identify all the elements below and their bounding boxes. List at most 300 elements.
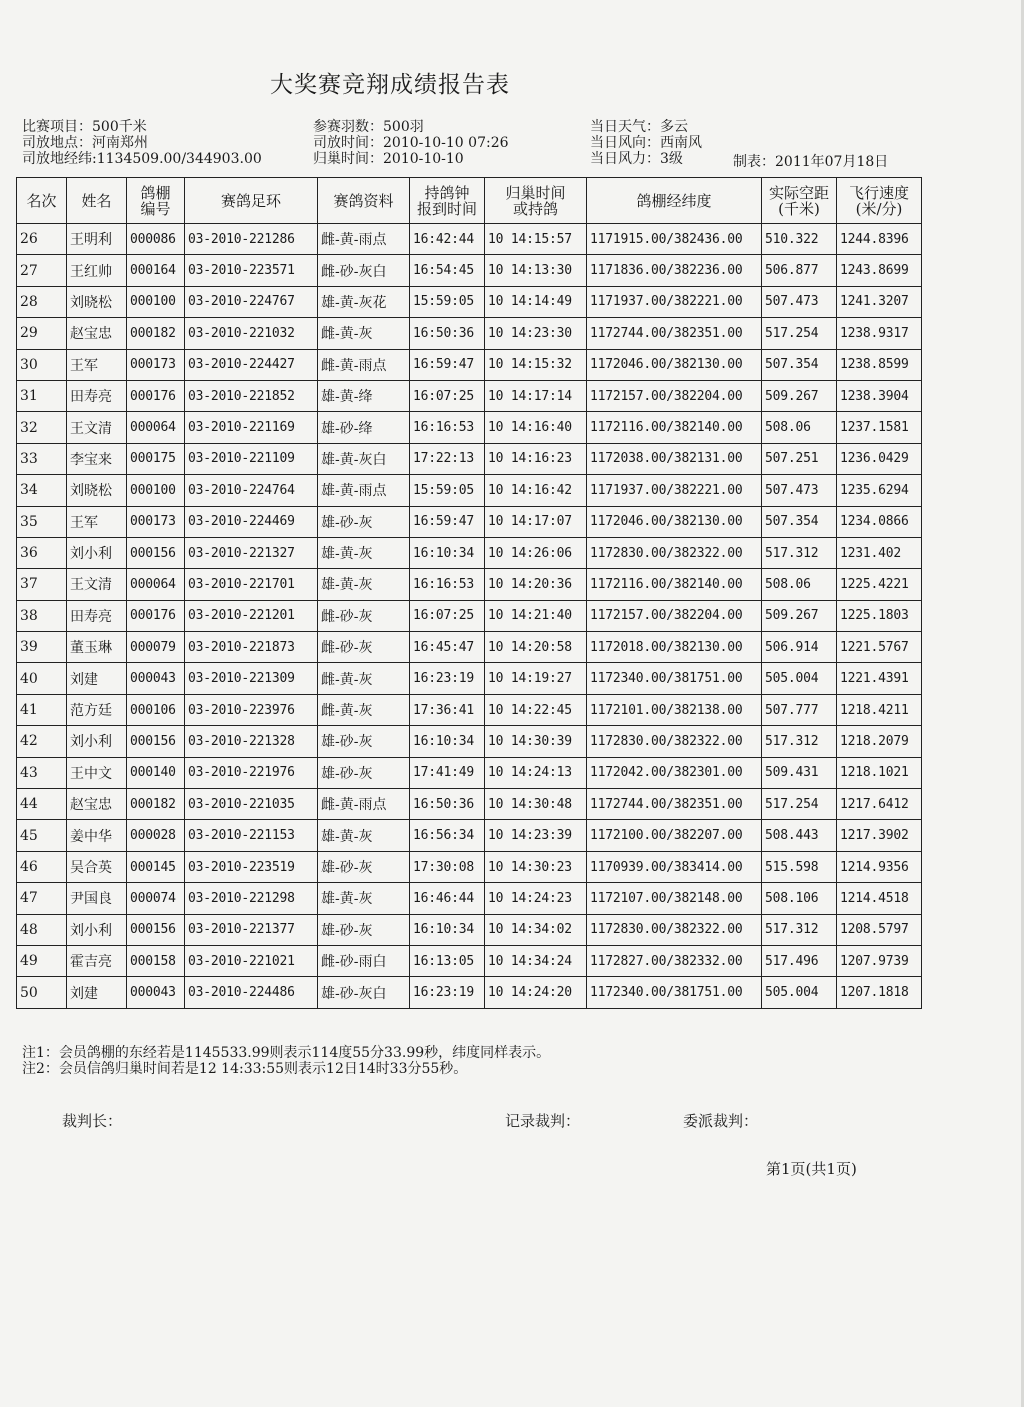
cell-name: 田寿亮 [67, 380, 127, 411]
cell-speed: 1214.9356 [837, 851, 922, 882]
cell-distance: 509.267 [762, 600, 837, 631]
cell-distance: 510.322 [762, 224, 837, 255]
cell-distance: 508.06 [762, 569, 837, 600]
table-row [17, 506, 922, 537]
table-row [17, 757, 922, 788]
cell-loft-id: 000043 [127, 663, 185, 694]
cell-distance: 507.354 [762, 349, 837, 380]
cell-bird-info: 雌-砂-灰 [318, 632, 410, 663]
cell-ring: 03-2010-223976 [185, 694, 318, 725]
cell-speed: 1238.8599 [837, 349, 922, 380]
cell-loft-coords: 1172038.00/382131.00 [587, 443, 762, 474]
cell-speed: 1217.3902 [837, 820, 922, 851]
header-line: 编号 [140, 199, 171, 218]
cell-loft-coords: 1172830.00/382322.00 [587, 726, 762, 757]
info-wind-force: 当日风力：3级 [590, 151, 683, 167]
table-row [17, 694, 922, 725]
cell-distance: 506.877 [762, 255, 837, 286]
cell-loft-coords: 1171915.00/382436.00 [587, 224, 762, 255]
cell-speed: 1218.4211 [837, 694, 922, 725]
cell-rank: 46 [17, 851, 67, 882]
cell-ring: 03-2010-221701 [185, 569, 318, 600]
cell-return-time: 10 14:34:24 [485, 945, 587, 976]
header-line: 赛鸽足环 [220, 191, 281, 210]
cell-return-time: 10 14:21:40 [485, 600, 587, 631]
cell-rank: 27 [17, 255, 67, 286]
cell-loft-coords: 1172100.00/382207.00 [587, 820, 762, 851]
header-line: (米/分) [855, 199, 903, 218]
cell-distance: 517.254 [762, 318, 837, 349]
page-number: 第1页(共1页) [766, 1160, 857, 1178]
cell-loft-coords: 1172116.00/382140.00 [587, 412, 762, 443]
header-loft-id [127, 178, 185, 224]
cell-clock-time: 16:45:47 [410, 632, 485, 663]
cell-name: 王军 [67, 349, 127, 380]
cell-loft-coords: 1172046.00/382130.00 [587, 506, 762, 537]
cell-loft-coords: 1172340.00/381751.00 [587, 663, 762, 694]
cell-speed: 1244.8396 [837, 224, 922, 255]
table-row [17, 443, 922, 474]
cell-bird-info: 雌-黄-雨点 [318, 789, 410, 820]
cell-clock-time: 16:16:53 [410, 569, 485, 600]
table-row [17, 318, 922, 349]
header-distance [762, 178, 837, 224]
cell-rank: 38 [17, 600, 67, 631]
cell-loft-id: 000064 [127, 569, 185, 600]
cell-ring: 03-2010-221286 [185, 224, 318, 255]
info-made-date: 制表：2011年07月18日 [733, 154, 889, 170]
table-row [17, 569, 922, 600]
cell-ring: 03-2010-221327 [185, 537, 318, 568]
table-row [17, 789, 922, 820]
cell-return-time: 10 14:16:40 [485, 412, 587, 443]
cell-clock-time: 16:59:47 [410, 506, 485, 537]
cell-rank: 41 [17, 694, 67, 725]
table-row [17, 851, 922, 882]
cell-distance: 507.354 [762, 506, 837, 537]
header-line: 姓名 [81, 191, 112, 210]
cell-clock-time: 16:46:44 [410, 883, 485, 914]
table-row [17, 977, 922, 1008]
table-row [17, 537, 922, 568]
cell-clock-time: 16:07:25 [410, 380, 485, 411]
cell-ring: 03-2010-224469 [185, 506, 318, 537]
cell-bird-info: 雄-黄-灰 [318, 569, 410, 600]
cell-rank: 29 [17, 318, 67, 349]
cell-bird-info: 雌-砂-灰 [318, 600, 410, 631]
table-row [17, 945, 922, 976]
cell-ring: 03-2010-221873 [185, 632, 318, 663]
cell-clock-time: 16:10:34 [410, 914, 485, 945]
info-column-2 [313, 119, 509, 167]
cell-return-time: 10 14:22:45 [485, 694, 587, 725]
cell-speed: 1221.5767 [837, 632, 922, 663]
cell-name: 王明利 [67, 224, 127, 255]
cell-ring: 03-2010-224767 [185, 286, 318, 317]
cell-clock-time: 16:10:34 [410, 726, 485, 757]
cell-distance: 507.473 [762, 286, 837, 317]
cell-rank: 35 [17, 506, 67, 537]
cell-return-time: 10 14:17:07 [485, 506, 587, 537]
cell-ring: 03-2010-224486 [185, 977, 318, 1008]
header-line: 鸽棚经纬度 [636, 191, 712, 210]
cell-loft-coords: 1172744.00/382351.00 [587, 789, 762, 820]
cell-name: 王文清 [67, 569, 127, 600]
table-row [17, 726, 922, 757]
cell-name: 刘建 [67, 663, 127, 694]
cell-loft-id: 000106 [127, 694, 185, 725]
cell-ring: 03-2010-221169 [185, 412, 318, 443]
info-column-3 [590, 119, 702, 167]
table-row [17, 255, 922, 286]
cell-return-time: 10 14:24:23 [485, 883, 587, 914]
cell-loft-id: 000176 [127, 380, 185, 411]
cell-return-time: 10 14:30:48 [485, 789, 587, 820]
cell-bird-info: 雄-黄-灰白 [318, 443, 410, 474]
table-row [17, 600, 922, 631]
table-header-row [17, 178, 922, 224]
cell-distance: 517.254 [762, 789, 837, 820]
cell-name: 赵宝忠 [67, 318, 127, 349]
cell-return-time: 10 14:23:30 [485, 318, 587, 349]
header-loft-coords [587, 178, 762, 224]
notes [22, 1045, 550, 1077]
cell-ring: 03-2010-221309 [185, 663, 318, 694]
cell-loft-id: 000079 [127, 632, 185, 663]
cell-distance: 505.004 [762, 663, 837, 694]
cell-clock-time: 16:07:25 [410, 600, 485, 631]
cell-distance: 508.106 [762, 883, 837, 914]
cell-return-time: 10 14:20:58 [485, 632, 587, 663]
cell-loft-coords: 1171937.00/382221.00 [587, 475, 762, 506]
cell-bird-info: 雌-黄-灰 [318, 694, 410, 725]
cell-distance: 505.004 [762, 977, 837, 1008]
cell-name: 李宝来 [67, 443, 127, 474]
cell-return-time: 10 14:30:23 [485, 851, 587, 882]
table-row [17, 632, 922, 663]
header-line: 归巢时间 [505, 183, 566, 202]
cell-loft-coords: 1172042.00/382301.00 [587, 757, 762, 788]
note-1: 注1：会员鸽棚的东经若是1145533.99则表示114度55分33.99秒，纬度同样表示。 [22, 1045, 551, 1061]
cell-return-time: 10 14:34:02 [485, 914, 587, 945]
cell-name: 董玉琳 [67, 632, 127, 663]
cell-ring: 03-2010-223571 [185, 255, 318, 286]
cell-speed: 1221.4391 [837, 663, 922, 694]
cell-distance: 517.496 [762, 945, 837, 976]
cell-name: 刘晓松 [67, 286, 127, 317]
cell-rank: 34 [17, 475, 67, 506]
cell-distance: 517.312 [762, 914, 837, 945]
cell-return-time: 10 14:19:27 [485, 663, 587, 694]
cell-bird-info: 雄-砂-灰 [318, 914, 410, 945]
results-table [16, 177, 922, 1009]
cell-speed: 1234.0866 [837, 506, 922, 537]
info-event: 比赛项目：500千米 [22, 119, 147, 135]
cell-speed: 1241.3207 [837, 286, 922, 317]
cell-loft-coords: 1172830.00/382322.00 [587, 914, 762, 945]
info-entries: 参赛羽数：500羽 [313, 119, 424, 135]
cell-loft-coords: 1172018.00/382130.00 [587, 632, 762, 663]
cell-clock-time: 15:59:05 [410, 286, 485, 317]
cell-bird-info: 雄-黄-绛 [318, 380, 410, 411]
info-return-time: 归巢时间：2010-10-10 [313, 151, 464, 167]
cell-speed: 1243.8699 [837, 255, 922, 286]
cell-rank: 33 [17, 443, 67, 474]
cell-loft-id: 000156 [127, 537, 185, 568]
cell-ring: 03-2010-221035 [185, 789, 318, 820]
cell-distance: 515.598 [762, 851, 837, 882]
cell-loft-coords: 1172157.00/382204.00 [587, 380, 762, 411]
cell-name: 王中文 [67, 757, 127, 788]
cell-ring: 03-2010-221377 [185, 914, 318, 945]
cell-return-time: 10 14:24:20 [485, 977, 587, 1008]
cell-clock-time: 16:23:19 [410, 977, 485, 1008]
cell-name: 刘小利 [67, 537, 127, 568]
cell-speed: 1235.6294 [837, 475, 922, 506]
info-release-place: 司放地点：河南郑州 [22, 135, 148, 151]
cell-ring: 03-2010-221201 [185, 600, 318, 631]
cell-rank: 31 [17, 380, 67, 411]
cell-return-time: 10 14:30:39 [485, 726, 587, 757]
cell-ring: 03-2010-221328 [185, 726, 318, 757]
table-body [17, 224, 922, 1009]
cell-speed: 1236.0429 [837, 443, 922, 474]
cell-loft-id: 000074 [127, 883, 185, 914]
cell-name: 王军 [67, 506, 127, 537]
cell-loft-id: 000064 [127, 412, 185, 443]
cell-speed: 1208.5797 [837, 914, 922, 945]
cell-clock-time: 17:30:08 [410, 851, 485, 882]
info-wind-direction: 当日风向：西南风 [590, 135, 702, 151]
cell-loft-id: 000043 [127, 977, 185, 1008]
cell-distance: 506.914 [762, 632, 837, 663]
table-row [17, 663, 922, 694]
cell-bird-info: 雌-黄-灰 [318, 318, 410, 349]
cell-ring: 03-2010-221153 [185, 820, 318, 851]
cell-return-time: 10 14:24:13 [485, 757, 587, 788]
cell-loft-coords: 1172744.00/382351.00 [587, 318, 762, 349]
cell-name: 刘小利 [67, 914, 127, 945]
cell-loft-coords: 1172116.00/382140.00 [587, 569, 762, 600]
cell-loft-id: 000145 [127, 851, 185, 882]
cell-loft-id: 000156 [127, 726, 185, 757]
cell-loft-id: 000164 [127, 255, 185, 286]
cell-rank: 32 [17, 412, 67, 443]
cell-clock-time: 16:56:34 [410, 820, 485, 851]
cell-clock-time: 16:42:44 [410, 224, 485, 255]
cell-bird-info: 雌-黄-雨点 [318, 224, 410, 255]
cell-speed: 1231.402 [837, 537, 922, 568]
cell-distance: 517.312 [762, 537, 837, 568]
cell-loft-id: 000028 [127, 820, 185, 851]
cell-loft-id: 000173 [127, 349, 185, 380]
cell-clock-time: 15:59:05 [410, 475, 485, 506]
cell-rank: 44 [17, 789, 67, 820]
cell-rank: 30 [17, 349, 67, 380]
cell-rank: 48 [17, 914, 67, 945]
header-line: 持鸽钟 [424, 183, 470, 202]
cell-loft-id: 000156 [127, 914, 185, 945]
cell-bird-info: 雌-黄-雨点 [318, 349, 410, 380]
cell-clock-time: 17:36:41 [410, 694, 485, 725]
cell-return-time: 10 14:26:06 [485, 537, 587, 568]
cell-ring: 03-2010-221852 [185, 380, 318, 411]
table-row [17, 820, 922, 851]
header-line: 名次 [26, 191, 57, 210]
cell-loft-coords: 1172046.00/382130.00 [587, 349, 762, 380]
cell-name: 赵宝忠 [67, 789, 127, 820]
cell-bird-info: 雄-砂-灰 [318, 851, 410, 882]
cell-name: 田寿亮 [67, 600, 127, 631]
cell-return-time: 10 14:16:42 [485, 475, 587, 506]
info-release-time: 司放时间：2010-10-10 07:26 [313, 135, 509, 151]
assigned-referee-label: 委派裁判： [683, 1112, 759, 1130]
cell-rank: 43 [17, 757, 67, 788]
note-2: 注2：会员信鸽归巢时间若是12 14:33:55则表示12日14时33分55秒。 [22, 1061, 468, 1077]
cell-distance: 509.267 [762, 380, 837, 411]
cell-name: 刘晓松 [67, 475, 127, 506]
cell-bird-info: 雄-砂-灰 [318, 757, 410, 788]
cell-return-time: 10 14:14:49 [485, 286, 587, 317]
cell-loft-coords: 1172157.00/382204.00 [587, 600, 762, 631]
info-release-coords: 司放地经纬:1134509.00/344903.00 [22, 151, 262, 167]
table-row [17, 883, 922, 914]
cell-clock-time: 17:41:49 [410, 757, 485, 788]
header-line: 赛鸽资料 [333, 191, 394, 210]
cell-ring: 03-2010-221021 [185, 945, 318, 976]
cell-ring: 03-2010-221298 [185, 883, 318, 914]
cell-rank: 49 [17, 945, 67, 976]
cell-bird-info: 雄-黄-灰 [318, 883, 410, 914]
cell-ring: 03-2010-221976 [185, 757, 318, 788]
cell-speed: 1218.2079 [837, 726, 922, 757]
cell-rank: 39 [17, 632, 67, 663]
table-row [17, 914, 922, 945]
cell-rank: 45 [17, 820, 67, 851]
cell-rank: 36 [17, 537, 67, 568]
cell-ring: 03-2010-224427 [185, 349, 318, 380]
cell-return-time: 10 14:17:14 [485, 380, 587, 411]
cell-loft-coords: 1170939.00/383414.00 [587, 851, 762, 882]
cell-loft-coords: 1172101.00/382138.00 [587, 694, 762, 725]
cell-speed: 1237.1581 [837, 412, 922, 443]
cell-name: 刘小利 [67, 726, 127, 757]
table-row [17, 286, 922, 317]
cell-rank: 37 [17, 569, 67, 600]
cell-ring: 03-2010-221109 [185, 443, 318, 474]
cell-loft-id: 000086 [127, 224, 185, 255]
cell-name: 王文清 [67, 412, 127, 443]
cell-rank: 42 [17, 726, 67, 757]
cell-loft-id: 000100 [127, 475, 185, 506]
cell-return-time: 10 14:23:39 [485, 820, 587, 851]
cell-name: 霍吉亮 [67, 945, 127, 976]
header-line: 或持鸽 [512, 199, 558, 218]
report-title: 大奖赛竞翔成绩报告表 [270, 72, 510, 98]
header-bird-info [318, 178, 410, 224]
cell-bird-info: 雌-砂-雨白 [318, 945, 410, 976]
cell-loft-id: 000176 [127, 600, 185, 631]
cell-rank: 47 [17, 883, 67, 914]
cell-clock-time: 16:13:05 [410, 945, 485, 976]
cell-clock-time: 17:22:13 [410, 443, 485, 474]
cell-speed: 1217.6412 [837, 789, 922, 820]
cell-loft-coords: 1171836.00/382236.00 [587, 255, 762, 286]
info-weather: 当日天气：多云 [590, 119, 688, 135]
cell-loft-id: 000175 [127, 443, 185, 474]
chief-referee-label: 裁判长： [62, 1112, 123, 1130]
cell-bird-info: 雌-砂-灰白 [318, 255, 410, 286]
cell-loft-coords: 1172340.00/381751.00 [587, 977, 762, 1008]
header-line: 飞行速度 [848, 183, 909, 202]
cell-speed: 1238.9317 [837, 318, 922, 349]
table-row [17, 349, 922, 380]
header-clock-time [410, 178, 485, 224]
cell-return-time: 10 14:16:23 [485, 443, 587, 474]
cell-loft-coords: 1172830.00/382322.00 [587, 537, 762, 568]
cell-rank: 26 [17, 224, 67, 255]
cell-speed: 1225.1803 [837, 600, 922, 631]
cell-rank: 28 [17, 286, 67, 317]
cell-name: 王红帅 [67, 255, 127, 286]
cell-ring: 03-2010-223519 [185, 851, 318, 882]
cell-clock-time: 16:59:47 [410, 349, 485, 380]
cell-clock-time: 16:50:36 [410, 318, 485, 349]
cell-distance: 507.777 [762, 694, 837, 725]
cell-bird-info: 雌-黄-灰 [318, 663, 410, 694]
table-row [17, 380, 922, 411]
cell-rank: 40 [17, 663, 67, 694]
header-line: 实际空距 [768, 183, 829, 202]
cell-speed: 1218.1021 [837, 757, 922, 788]
cell-clock-time: 16:10:34 [410, 537, 485, 568]
table-row [17, 224, 922, 255]
cell-bird-info: 雄-黄-灰花 [318, 286, 410, 317]
cell-loft-id: 000173 [127, 506, 185, 537]
header-line: (千米) [778, 199, 820, 218]
cell-clock-time: 16:54:45 [410, 255, 485, 286]
cell-bird-info: 雄-砂-绛 [318, 412, 410, 443]
cell-speed: 1214.4518 [837, 883, 922, 914]
cell-loft-id: 000182 [127, 318, 185, 349]
cell-ring: 03-2010-224764 [185, 475, 318, 506]
header-line: 鸽棚 [140, 183, 171, 202]
header-ring [185, 178, 318, 224]
cell-name: 尹国良 [67, 883, 127, 914]
header-rank [17, 178, 67, 224]
record-referee-label: 记录裁判： [505, 1112, 581, 1130]
cell-bird-info: 雄-黄-灰 [318, 820, 410, 851]
cell-loft-coords: 1172827.00/382332.00 [587, 945, 762, 976]
cell-loft-id: 000100 [127, 286, 185, 317]
cell-name: 吴合英 [67, 851, 127, 882]
cell-return-time: 10 14:13:30 [485, 255, 587, 286]
cell-loft-id: 000140 [127, 757, 185, 788]
cell-clock-time: 16:16:53 [410, 412, 485, 443]
cell-return-time: 10 14:15:57 [485, 224, 587, 255]
cell-name: 姜中华 [67, 820, 127, 851]
cell-speed: 1207.9739 [837, 945, 922, 976]
cell-distance: 509.431 [762, 757, 837, 788]
cell-bird-info: 雄-黄-雨点 [318, 475, 410, 506]
cell-loft-coords: 1172107.00/382148.00 [587, 883, 762, 914]
cell-name: 刘建 [67, 977, 127, 1008]
cell-loft-id: 000182 [127, 789, 185, 820]
cell-distance: 507.473 [762, 475, 837, 506]
header-return-time [485, 178, 587, 224]
header-speed [837, 178, 922, 224]
cell-ring: 03-2010-221032 [185, 318, 318, 349]
